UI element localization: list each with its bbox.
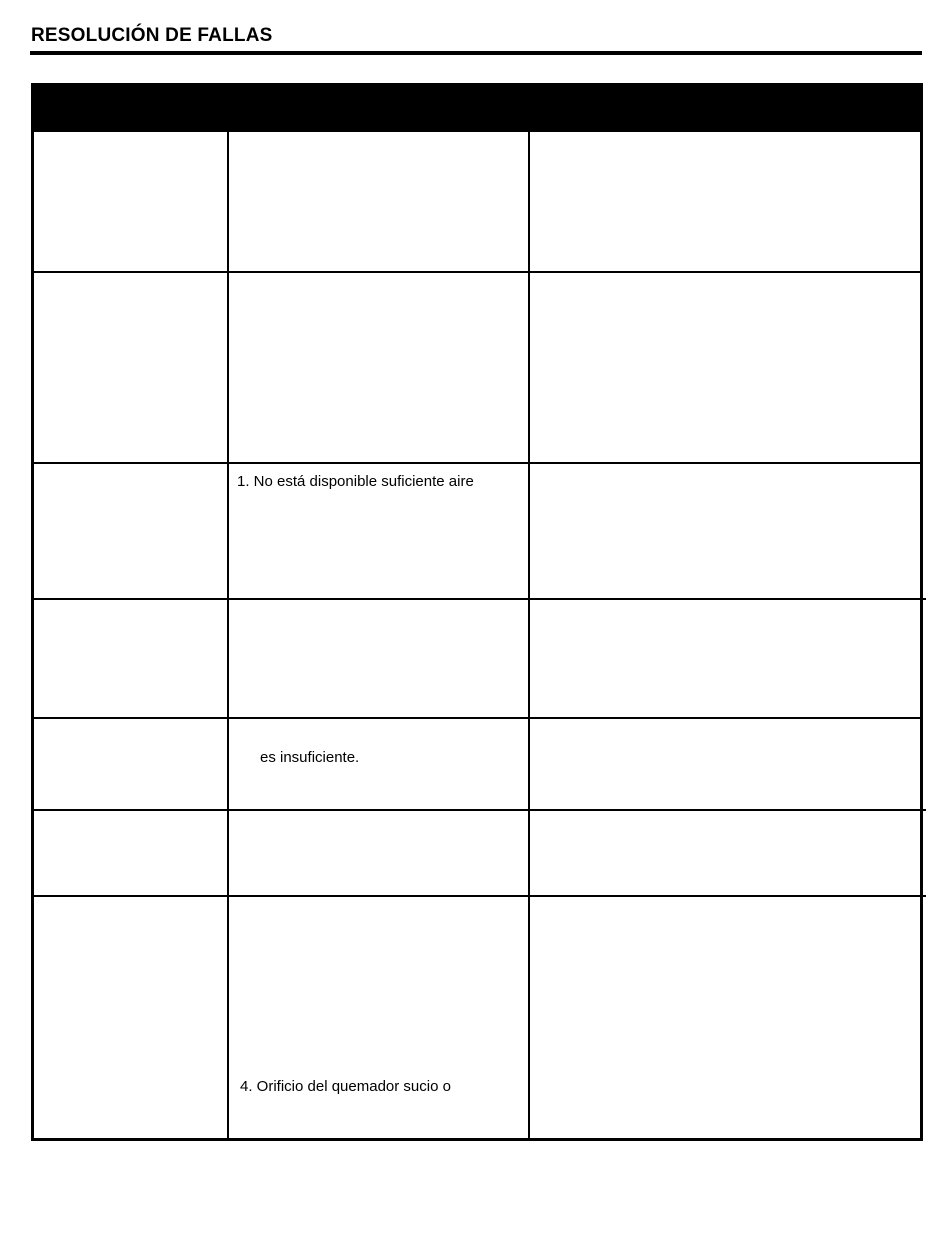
cause-cell-row-7: 4. Orificio del quemador sucio o xyxy=(240,1078,451,1095)
row-divider xyxy=(31,895,923,897)
row-divider-tick xyxy=(921,598,926,600)
row-divider xyxy=(31,271,923,273)
row-divider xyxy=(31,717,923,719)
row-divider xyxy=(31,809,923,811)
page-title: RESOLUCIÓN DE FALLAS xyxy=(31,25,273,46)
row-divider xyxy=(31,462,923,464)
row-divider xyxy=(31,598,923,600)
row-divider-tick xyxy=(921,809,926,811)
table-frame xyxy=(31,83,923,1141)
cause-cell-row-3: 1. No está disponible suficiente aire xyxy=(237,473,474,490)
row-divider-tick xyxy=(921,895,926,897)
title-divider xyxy=(30,51,922,55)
column-divider xyxy=(227,131,229,1139)
column-divider xyxy=(528,131,530,1139)
cause-cell-row-5: es insuficiente. xyxy=(260,749,360,766)
